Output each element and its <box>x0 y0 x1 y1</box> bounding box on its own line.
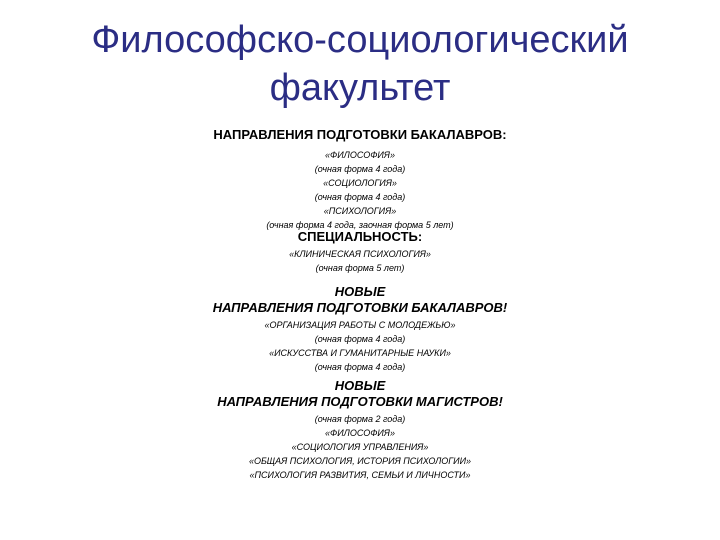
study-form: (очная форма 5 лет) <box>315 263 405 273</box>
study-form: (очная форма 4 года) <box>314 362 406 372</box>
program-name: «СОЦИОЛОГИЯ» <box>323 178 397 188</box>
title-line-1: Философско-социологический <box>91 19 629 61</box>
new-master-heading-line-2: НАПРАВЛЕНИЯ ПОДГОТОВКИ МАГИСТРОВ! <box>217 394 503 409</box>
new-bachelor-heading-line-1: НОВЫЕ <box>334 284 386 299</box>
study-form: (очная форма 4 года, заочная форма 5 лет) <box>266 220 454 230</box>
new-master-heading-line-1: НОВЫЕ <box>334 378 386 393</box>
program-name: «КЛИНИЧЕСКАЯ ПСИХОЛОГИЯ» <box>289 249 431 259</box>
study-form: (очная форма 2 года) <box>314 414 406 424</box>
bachelor-section <box>0 127 720 232</box>
program-name: «ФИЛОСОФИЯ» <box>325 428 395 438</box>
program-name: «ПСИХОЛОГИЯ» <box>323 206 397 216</box>
new-master-section <box>0 378 720 482</box>
bachelor-heading: НАПРАВЛЕНИЯ ПОДГОТОВКИ БАКАЛАВРОВ: <box>213 127 507 142</box>
program-name: «ИСКУССТВА И ГУМАНИТАРНЫЕ НАУКИ» <box>269 348 451 358</box>
program-name: «СОЦИОЛОГИЯ УПРАВЛЕНИЯ» <box>291 442 429 452</box>
new-bachelor-heading-line-2: НАПРАВЛЕНИЯ ПОДГОТОВКИ БАКАЛАВРОВ! <box>212 300 508 315</box>
title-line-2: факультет <box>269 67 451 109</box>
specialty-section <box>0 229 720 275</box>
program-name: «ОРГАНИЗАЦИЯ РАБОТЫ С МОЛОДЕЖЬЮ» <box>264 320 456 330</box>
new-bachelor-section <box>0 284 720 374</box>
program-name: «ПСИХОЛОГИЯ РАЗВИТИЯ, СЕМЬИ И ЛИЧНОСТИ» <box>249 470 471 480</box>
study-form: (очная форма 4 года) <box>314 334 406 344</box>
study-form: (очная форма 4 года) <box>314 164 406 174</box>
specialty-heading: СПЕЦИАЛЬНОСТЬ: <box>297 229 423 244</box>
page-title <box>0 16 720 112</box>
study-form: (очная форма 4 года) <box>314 192 406 202</box>
program-name: «ФИЛОСОФИЯ» <box>325 150 395 160</box>
program-name: «ОБЩАЯ ПСИХОЛОГИЯ, ИСТОРИЯ ПСИХОЛОГИИ» <box>248 456 472 466</box>
